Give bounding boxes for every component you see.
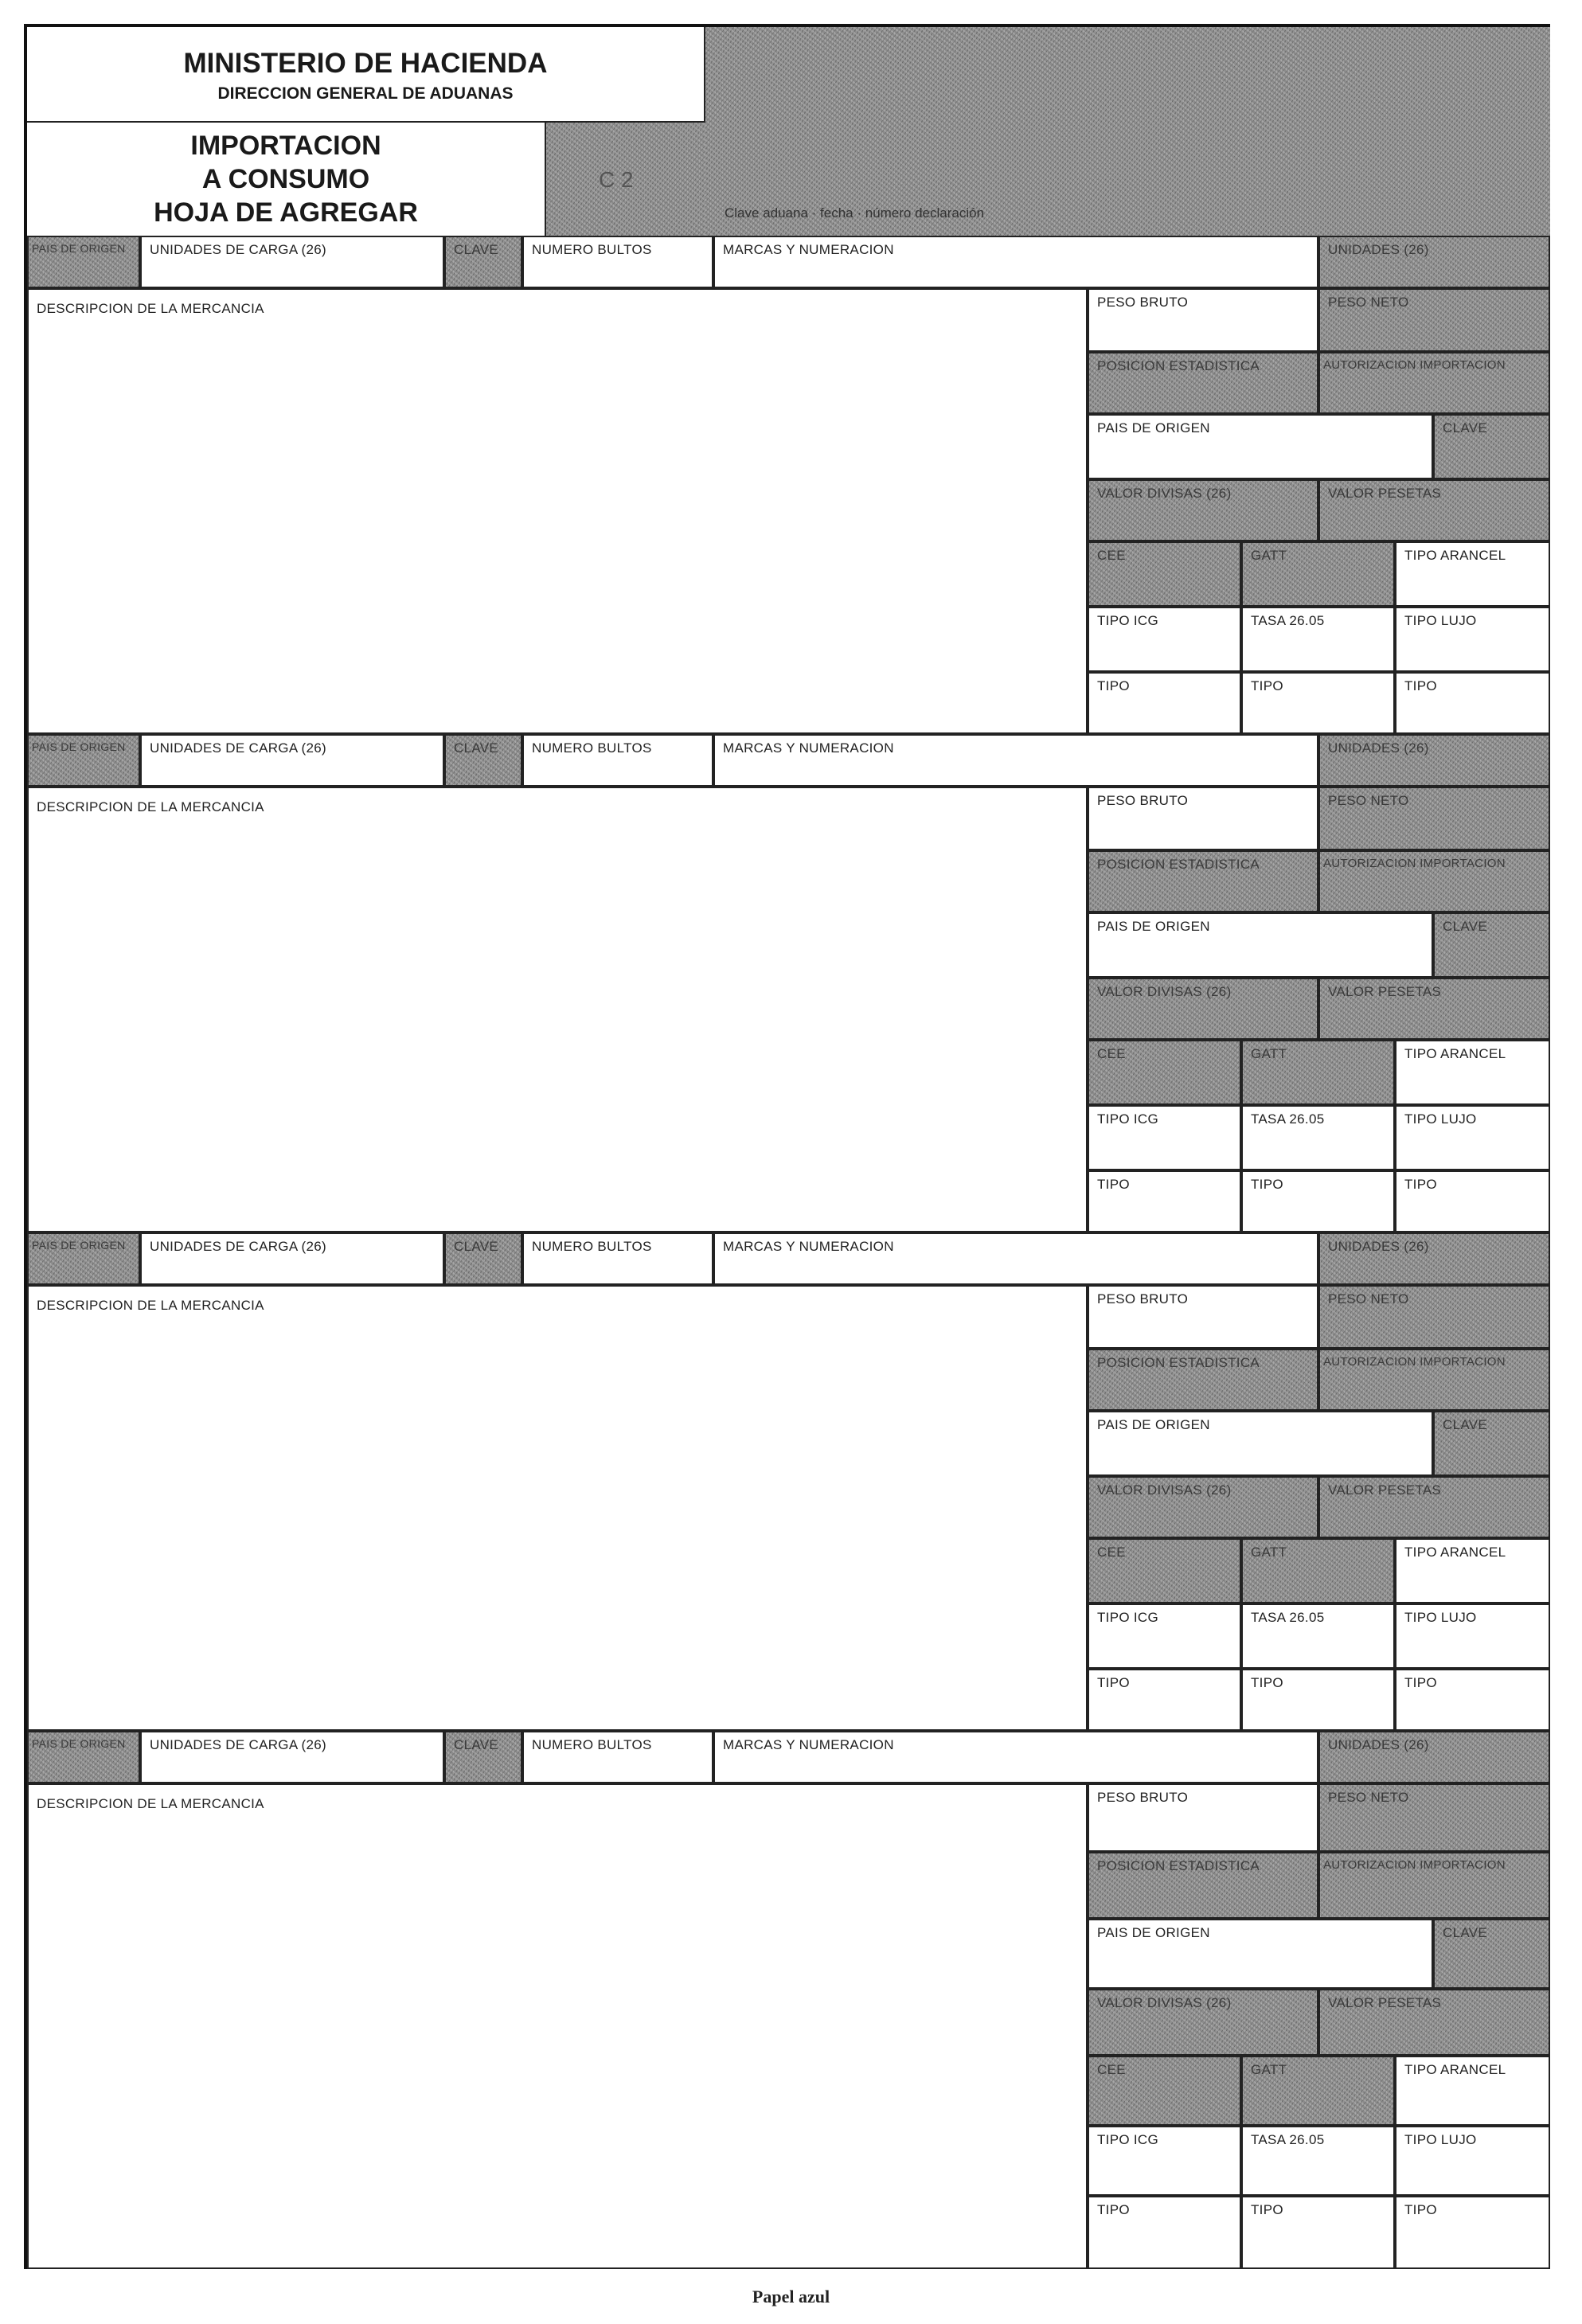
cargo-units-label: UNIDADES DE CARGA (26) (150, 1737, 326, 1752)
value-pesetas-cell[interactable] (1318, 1989, 1550, 2056)
net-weight-label: PESO NETO (1328, 1790, 1409, 1805)
rate-cell[interactable] (1241, 2126, 1395, 2196)
tariff-type-label: TIPO ARANCEL (1404, 548, 1506, 563)
paper-note: Papel azul (752, 2287, 830, 2306)
stat-position-label: POSICION ESTADISTICA (1097, 358, 1260, 373)
cargo-units-cell[interactable] (140, 1232, 444, 1285)
item-block-4 (27, 1731, 1550, 2269)
type-b-cell[interactable] (1241, 2196, 1395, 2269)
packages-label: NUMERO BULTOS (532, 242, 652, 257)
type-b-label: TIPO (1251, 678, 1283, 693)
key-cell[interactable] (444, 734, 522, 787)
type-b-cell[interactable] (1241, 672, 1395, 734)
value-pesetas-cell[interactable] (1318, 479, 1550, 541)
import-auth-label: AUTORIZACION IMPORTACION (1323, 1355, 1506, 1369)
type-a-cell[interactable] (1088, 1170, 1241, 1232)
cargo-units-label: UNIDADES DE CARGA (26) (150, 740, 326, 756)
luxury-type-label: TIPO LUJO (1404, 1111, 1477, 1127)
packages-cell[interactable] (522, 1731, 713, 1783)
type-a-label: TIPO (1097, 1177, 1130, 1192)
description-label: DESCRIPCION DE LA MERCANCIA (37, 799, 264, 814)
luxury-type-cell[interactable] (1395, 1105, 1550, 1170)
cargo-units-cell[interactable] (140, 236, 444, 288)
marks-cell[interactable] (713, 1731, 1318, 1783)
doc-title-line-1: IMPORTACION (190, 131, 381, 161)
import-auth-cell[interactable] (1318, 850, 1550, 912)
key-label: CLAVE (454, 1239, 498, 1254)
rate-cell[interactable] (1241, 607, 1395, 672)
value-pesetas-cell[interactable] (1318, 978, 1550, 1040)
icg-type-label: TIPO ICG (1097, 2132, 1159, 2147)
type-c-cell[interactable] (1395, 672, 1550, 734)
country-key-cell[interactable] (1433, 1919, 1550, 1989)
value-pesetas-label: VALOR PESETAS (1328, 1995, 1442, 2010)
description-label: DESCRIPCION DE LA MERCANCIA (37, 1796, 264, 1811)
value-currency-cell[interactable] (1088, 479, 1318, 541)
description-label: DESCRIPCION DE LA MERCANCIA (37, 1298, 264, 1313)
value-currency-label: VALOR DIVISAS (26) (1097, 1995, 1232, 2010)
value-currency-cell[interactable] (1088, 978, 1318, 1040)
tariff-type-cell[interactable] (1395, 1040, 1550, 1105)
direction-title: DIRECCION GENERAL DE ADUANAS (217, 84, 514, 103)
doc-title-line-2: A CONSUMO (201, 164, 370, 194)
packages-cell[interactable] (522, 734, 713, 787)
origin-code-label: PAIS DE ORIGEN (32, 242, 126, 255)
cargo-units-label: UNIDADES DE CARGA (26) (150, 242, 326, 257)
type-b-cell[interactable] (1241, 1170, 1395, 1232)
units-label: UNIDADES (26) (1328, 242, 1429, 257)
origin-code-cell[interactable] (27, 236, 140, 288)
icg-type-label: TIPO ICG (1097, 1610, 1159, 1625)
type-a-label: TIPO (1097, 1675, 1130, 1690)
key-cell[interactable] (444, 1232, 522, 1285)
icg-type-label: TIPO ICG (1097, 613, 1159, 628)
packages-label: NUMERO BULTOS (532, 1737, 652, 1752)
rate-cell[interactable] (1241, 1603, 1395, 1669)
marks-label: MARCAS Y NUMERACION (723, 1737, 894, 1752)
type-b-label: TIPO (1251, 1177, 1283, 1192)
origin-code-label: PAIS DE ORIGEN (32, 1737, 126, 1750)
gross-weight-label: PESO BRUTO (1097, 1291, 1189, 1307)
gatt-cell[interactable] (1241, 1040, 1395, 1105)
country-key-label: CLAVE (1443, 919, 1487, 934)
net-weight-cell[interactable] (1318, 1285, 1550, 1349)
import-auth-label: AUTORIZACION IMPORTACION (1323, 358, 1506, 372)
type-a-cell[interactable] (1088, 1669, 1241, 1731)
value-currency-cell[interactable] (1088, 1989, 1318, 2056)
rate-label: TASA 26.05 (1251, 1111, 1325, 1127)
stat-position-cell[interactable] (1088, 1852, 1318, 1919)
packages-cell[interactable] (522, 236, 713, 288)
country-origin-label: PAIS DE ORIGEN (1097, 420, 1210, 436)
rate-label: TASA 26.05 (1251, 1610, 1325, 1625)
cee-label: CEE (1097, 1046, 1126, 1061)
units-cell[interactable] (1318, 1731, 1550, 1783)
country-key-label: CLAVE (1443, 420, 1487, 436)
gatt-label: GATT (1251, 1046, 1287, 1061)
origin-code-label: PAIS DE ORIGEN (32, 740, 126, 753)
type-a-label: TIPO (1097, 678, 1130, 693)
reference-label: Clave aduana · fecha · número declaración (725, 205, 985, 221)
marks-label: MARCAS Y NUMERACION (723, 242, 894, 257)
import-auth-cell[interactable] (1318, 352, 1550, 414)
marks-label: MARCAS Y NUMERACION (723, 740, 894, 756)
cee-cell[interactable] (1088, 1538, 1241, 1603)
gatt-label: GATT (1251, 1545, 1287, 1560)
cargo-units-cell[interactable] (140, 734, 444, 787)
country-origin-cell[interactable] (1088, 1919, 1433, 1989)
country-origin-cell[interactable] (1088, 912, 1433, 978)
type-c-label: TIPO (1404, 1675, 1437, 1690)
key-label: CLAVE (454, 1737, 498, 1752)
country-key-cell[interactable] (1433, 1411, 1550, 1476)
tariff-type-cell[interactable] (1395, 1538, 1550, 1603)
gatt-cell[interactable] (1241, 2056, 1395, 2126)
tariff-type-label: TIPO ARANCEL (1404, 1046, 1506, 1061)
packages-label: NUMERO BULTOS (532, 1239, 652, 1254)
type-a-cell[interactable] (1088, 2196, 1241, 2269)
type-b-label: TIPO (1251, 1675, 1283, 1690)
gross-weight-label: PESO BRUTO (1097, 1790, 1189, 1805)
import-auth-label: AUTORIZACION IMPORTACION (1323, 857, 1506, 870)
item-block-3 (27, 1232, 1550, 1731)
gross-weight-cell[interactable] (1088, 1783, 1318, 1852)
gatt-label: GATT (1251, 548, 1287, 563)
type-b-label: TIPO (1251, 2202, 1283, 2217)
luxury-type-cell[interactable] (1395, 1603, 1550, 1669)
country-key-cell[interactable] (1433, 414, 1550, 479)
stat-position-cell[interactable] (1088, 1349, 1318, 1411)
icg-type-cell[interactable] (1088, 607, 1241, 672)
rate-label: TASA 26.05 (1251, 2132, 1325, 2147)
units-cell[interactable] (1318, 734, 1550, 787)
type-a-cell[interactable] (1088, 672, 1241, 734)
country-origin-cell[interactable] (1088, 414, 1433, 479)
net-weight-label: PESO NETO (1328, 793, 1409, 808)
units-label: UNIDADES (26) (1328, 740, 1429, 756)
country-origin-label: PAIS DE ORIGEN (1097, 1925, 1210, 1940)
net-weight-cell[interactable] (1318, 787, 1550, 850)
units-cell[interactable] (1318, 236, 1550, 288)
value-currency-label: VALOR DIVISAS (26) (1097, 486, 1232, 501)
cee-label: CEE (1097, 548, 1126, 563)
marks-cell[interactable] (713, 734, 1318, 787)
item-block-1 (27, 236, 1550, 734)
origin-code-cell[interactable] (27, 1731, 140, 1783)
icg-type-cell[interactable] (1088, 1105, 1241, 1170)
icg-type-label: TIPO ICG (1097, 1111, 1159, 1127)
gatt-label: GATT (1251, 2062, 1287, 2077)
cee-cell[interactable] (1088, 2056, 1241, 2126)
country-origin-label: PAIS DE ORIGEN (1097, 1417, 1210, 1432)
value-currency-label: VALOR DIVISAS (26) (1097, 984, 1232, 999)
type-c-cell[interactable] (1395, 1669, 1550, 1731)
cargo-units-cell[interactable] (140, 1731, 444, 1783)
luxury-type-label: TIPO LUJO (1404, 613, 1477, 628)
value-pesetas-label: VALOR PESETAS (1328, 984, 1442, 999)
gross-weight-cell[interactable] (1088, 787, 1318, 850)
gatt-cell[interactable] (1241, 1538, 1395, 1603)
cee-label: CEE (1097, 1545, 1126, 1560)
type-c-label: TIPO (1404, 1177, 1437, 1192)
description-cell[interactable] (27, 288, 1088, 734)
gatt-cell[interactable] (1241, 541, 1395, 607)
type-c-cell[interactable] (1395, 1170, 1550, 1232)
units-label: UNIDADES (26) (1328, 1239, 1429, 1254)
cargo-units-label: UNIDADES DE CARGA (26) (150, 1239, 326, 1254)
stat-position-label: POSICION ESTADISTICA (1097, 1858, 1260, 1873)
ministry-title: MINISTERIO DE HACIENDA (183, 48, 548, 79)
description-cell[interactable] (27, 1783, 1088, 2269)
type-b-cell[interactable] (1241, 1669, 1395, 1731)
gross-weight-cell[interactable] (1088, 1285, 1318, 1349)
icg-type-cell[interactable] (1088, 1603, 1241, 1669)
gross-weight-label: PESO BRUTO (1097, 295, 1189, 310)
luxury-type-label: TIPO LUJO (1404, 2132, 1477, 2147)
luxury-type-cell[interactable] (1395, 2126, 1550, 2196)
ministry-box (27, 27, 705, 123)
doc-code-box (546, 123, 705, 236)
units-label: UNIDADES (26) (1328, 1737, 1429, 1752)
stat-position-cell[interactable] (1088, 850, 1318, 912)
value-currency-cell[interactable] (1088, 1476, 1318, 1538)
cee-cell[interactable] (1088, 1040, 1241, 1105)
country-key-label: CLAVE (1443, 1417, 1487, 1432)
country-origin-cell[interactable] (1088, 1411, 1433, 1476)
stat-position-label: POSICION ESTADISTICA (1097, 1355, 1260, 1370)
stat-position-label: POSICION ESTADISTICA (1097, 857, 1260, 872)
type-a-label: TIPO (1097, 2202, 1130, 2217)
net-weight-label: PESO NETO (1328, 1291, 1409, 1307)
origin-code-cell[interactable] (27, 1232, 140, 1285)
description-label: DESCRIPCION DE LA MERCANCIA (37, 301, 264, 316)
type-c-cell[interactable] (1395, 2196, 1550, 2269)
origin-code-label: PAIS DE ORIGEN (32, 1239, 126, 1252)
icg-type-cell[interactable] (1088, 2126, 1241, 2196)
item-block-2 (27, 734, 1550, 1232)
doc-title-box (27, 123, 546, 236)
country-origin-label: PAIS DE ORIGEN (1097, 919, 1210, 934)
rate-cell[interactable] (1241, 1105, 1395, 1170)
packages-cell[interactable] (522, 1232, 713, 1285)
customs-form (24, 24, 1550, 2269)
description-cell[interactable] (27, 787, 1088, 1232)
stat-position-cell[interactable] (1088, 352, 1318, 414)
country-key-label: CLAVE (1443, 1925, 1487, 1940)
value-pesetas-cell[interactable] (1318, 1476, 1550, 1538)
gross-weight-label: PESO BRUTO (1097, 793, 1189, 808)
key-label: CLAVE (454, 740, 498, 756)
description-cell[interactable] (27, 1285, 1088, 1731)
tariff-type-label: TIPO ARANCEL (1404, 2062, 1506, 2077)
value-pesetas-label: VALOR PESETAS (1328, 1482, 1442, 1498)
doc-code: C 2 (599, 167, 634, 192)
import-auth-cell[interactable] (1318, 1852, 1550, 1919)
reference-box[interactable] (705, 27, 1550, 236)
import-auth-cell[interactable] (1318, 1349, 1550, 1411)
country-key-cell[interactable] (1433, 912, 1550, 978)
luxury-type-cell[interactable] (1395, 607, 1550, 672)
marks-cell[interactable] (713, 236, 1318, 288)
rate-label: TASA 26.05 (1251, 613, 1325, 628)
marks-label: MARCAS Y NUMERACION (723, 1239, 894, 1254)
tariff-type-cell[interactable] (1395, 2056, 1550, 2126)
value-pesetas-label: VALOR PESETAS (1328, 486, 1442, 501)
key-cell[interactable] (444, 236, 522, 288)
cee-cell[interactable] (1088, 541, 1241, 607)
origin-code-cell[interactable] (27, 734, 140, 787)
doc-title-line-3: HOJA DE AGREGAR (154, 197, 418, 228)
type-c-label: TIPO (1404, 2202, 1437, 2217)
net-weight-cell[interactable] (1318, 288, 1550, 352)
marks-cell[interactable] (713, 1232, 1318, 1285)
net-weight-cell[interactable] (1318, 1783, 1550, 1852)
tariff-type-cell[interactable] (1395, 541, 1550, 607)
net-weight-label: PESO NETO (1328, 295, 1409, 310)
tariff-type-label: TIPO ARANCEL (1404, 1545, 1506, 1560)
type-c-label: TIPO (1404, 678, 1437, 693)
units-cell[interactable] (1318, 1232, 1550, 1285)
cee-label: CEE (1097, 2062, 1126, 2077)
import-auth-label: AUTORIZACION IMPORTACION (1323, 1858, 1506, 1872)
key-label: CLAVE (454, 242, 498, 257)
gross-weight-cell[interactable] (1088, 288, 1318, 352)
luxury-type-label: TIPO LUJO (1404, 1610, 1477, 1625)
key-cell[interactable] (444, 1731, 522, 1783)
value-currency-label: VALOR DIVISAS (26) (1097, 1482, 1232, 1498)
packages-label: NUMERO BULTOS (532, 740, 652, 756)
